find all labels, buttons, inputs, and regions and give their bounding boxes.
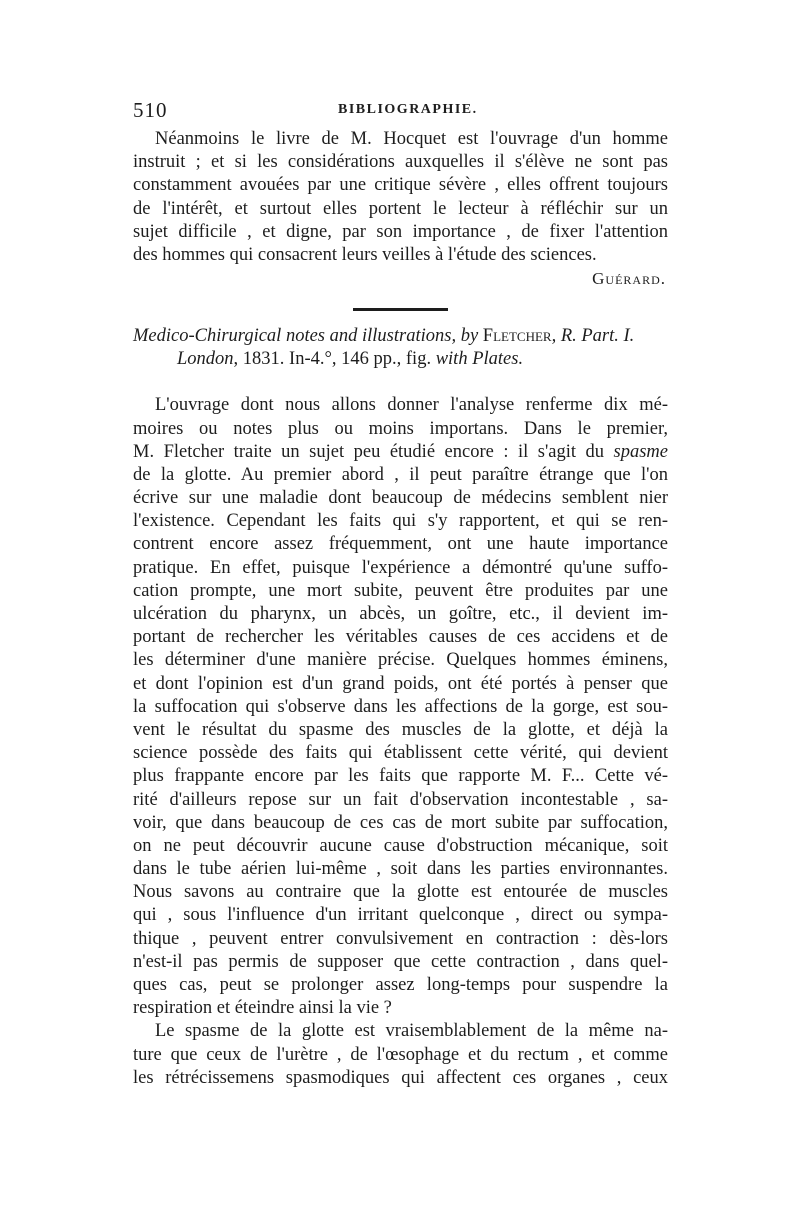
author-name: Fletcher	[482, 326, 552, 347]
text-line: n'est-il pas permis de supposer que cette contraction , dans quel-	[133, 951, 668, 972]
text-line: pratique. En effet, puisque l'expérience a démontré qu'une suffo-	[133, 557, 668, 578]
text-line: contrent encore assez fréquemment, ont une haute importance	[133, 534, 668, 555]
text-line: de la glotte. Au premier abord , il peut paraître étrange que l'on	[133, 464, 668, 485]
text-line: plus frappante encore par les faits que rapporte M. F... Cette vé-	[133, 766, 668, 787]
text-line-start: M. Fletcher traite un sujet peu étudié encore : il s'agit du	[133, 441, 605, 462]
text-line: voir, que dans beaucoup de ces cas de mort subite par suffocation,	[133, 812, 668, 833]
text-line: les déterminer d'une manière précise. Quelques hommes éminens,	[133, 650, 668, 671]
publication-place: London	[177, 349, 234, 370]
italic-term: spasme	[613, 441, 669, 462]
text-line: dans le tube aérien lui-même , soit dans les parties environnantes.	[133, 859, 668, 880]
text-line: respiration et éteindre ainsi la vie ?	[133, 998, 392, 1019]
text-line: ques cas, peut se prolonger assez long-temps pour suspendre la	[133, 975, 668, 995]
text-line: et dont l'opinion est d'un grand poids, ont été portés à penser que	[133, 673, 668, 694]
text-line: ture que ceux de l'urètre , de l'œsophage et du rectum , et comme	[133, 1044, 668, 1065]
reviewer-signature: Guérard.	[592, 269, 666, 289]
text-line: moires ou notes plus ou moins importans. Dans le premier,	[133, 418, 668, 439]
previous-review-ending	[133, 128, 668, 290]
bibliographic-citation	[133, 325, 668, 371]
text-line: ulcération du pharynx, un abcès, un goître, etc., il devient im-	[133, 604, 668, 624]
book-page	[133, 98, 668, 1090]
text-line: sujet difficile , et digne, par son importance , de fixer l'attention	[133, 221, 668, 242]
text-line: constamment avouées par une critique sévère , elles offrent toujours	[133, 175, 668, 196]
text-line: instruit ; et si les considérations auxquelles il s'élève ne sont pas	[133, 152, 668, 173]
text-line: thique , peuvent entrer convulsivement en contraction : dès-lors	[133, 928, 668, 949]
text-line: vent le résultat du spasme des muscles de la glotte, et déjà la	[133, 719, 668, 740]
page-header	[133, 98, 668, 128]
running-head: BIBLIOGRAPHIE.	[338, 102, 478, 117]
text-line: on ne peut découvrir aucune cause d'obstruction mécanique, soit	[133, 835, 668, 856]
text-line: Néanmoins le livre de M. Hocquet est l'ouvrage d'un homme	[155, 129, 668, 149]
citation-line-1	[133, 325, 668, 348]
text-line: science possède des faits qui établissent cette vérité, qui devient	[133, 743, 668, 764]
work-title: Medico-Chirurgical notes and illustrations	[133, 326, 452, 347]
text-line: écrive sur une maladie dont beaucoup de médecins semblent nier	[133, 488, 668, 509]
text-line: qui , sous l'influence d'un irritant quelconque , direct ou sympa-	[133, 905, 668, 926]
section-divider	[353, 308, 448, 311]
text-line: des hommes qui consacrent leurs veilles à l'étude des sciences.	[133, 244, 597, 265]
text-line: l'existence. Cependant les faits qui s'y rapportent, et qui se ren-	[133, 511, 668, 532]
page-number: 510	[133, 98, 168, 122]
text-line: portant de rechercher les véritables causes de ces accidens et de	[133, 627, 668, 648]
plates-note: with Plates.	[435, 349, 524, 370]
text-line: rité d'ailleurs repose sur un fait d'observation incontestable , sa-	[133, 789, 668, 810]
text-line: L'ouvrage dont nous allons donner l'analyse renferme dix mé-	[155, 395, 668, 416]
text-line: les rétrécissemens spasmodiques qui affectent ces organes , ceux	[133, 1067, 668, 1088]
text-line: Nous savons au contraire que la glotte est entourée de muscles	[133, 882, 668, 903]
publication-details: , 1831. In-4.°, 146 pp., fig.	[233, 349, 432, 370]
article-body	[133, 394, 668, 1090]
text-line: de l'intérêt, et surtout elles portent le lecteur à réfléchir sur un	[133, 198, 668, 219]
citation-line-2	[133, 348, 668, 371]
text-line	[133, 441, 668, 464]
citation-part: , R. Part. I.	[551, 326, 635, 347]
text-line: Le spasme de la glotte est vraisemblablement de la même na-	[155, 1021, 668, 1042]
text-line: la suffocation qui s'observe dans les affections de la gorge, est sou-	[133, 696, 668, 717]
citation-by: , by	[451, 326, 479, 347]
text-line: cation prompte, une mort subite, peuvent être produites par une	[133, 580, 668, 601]
